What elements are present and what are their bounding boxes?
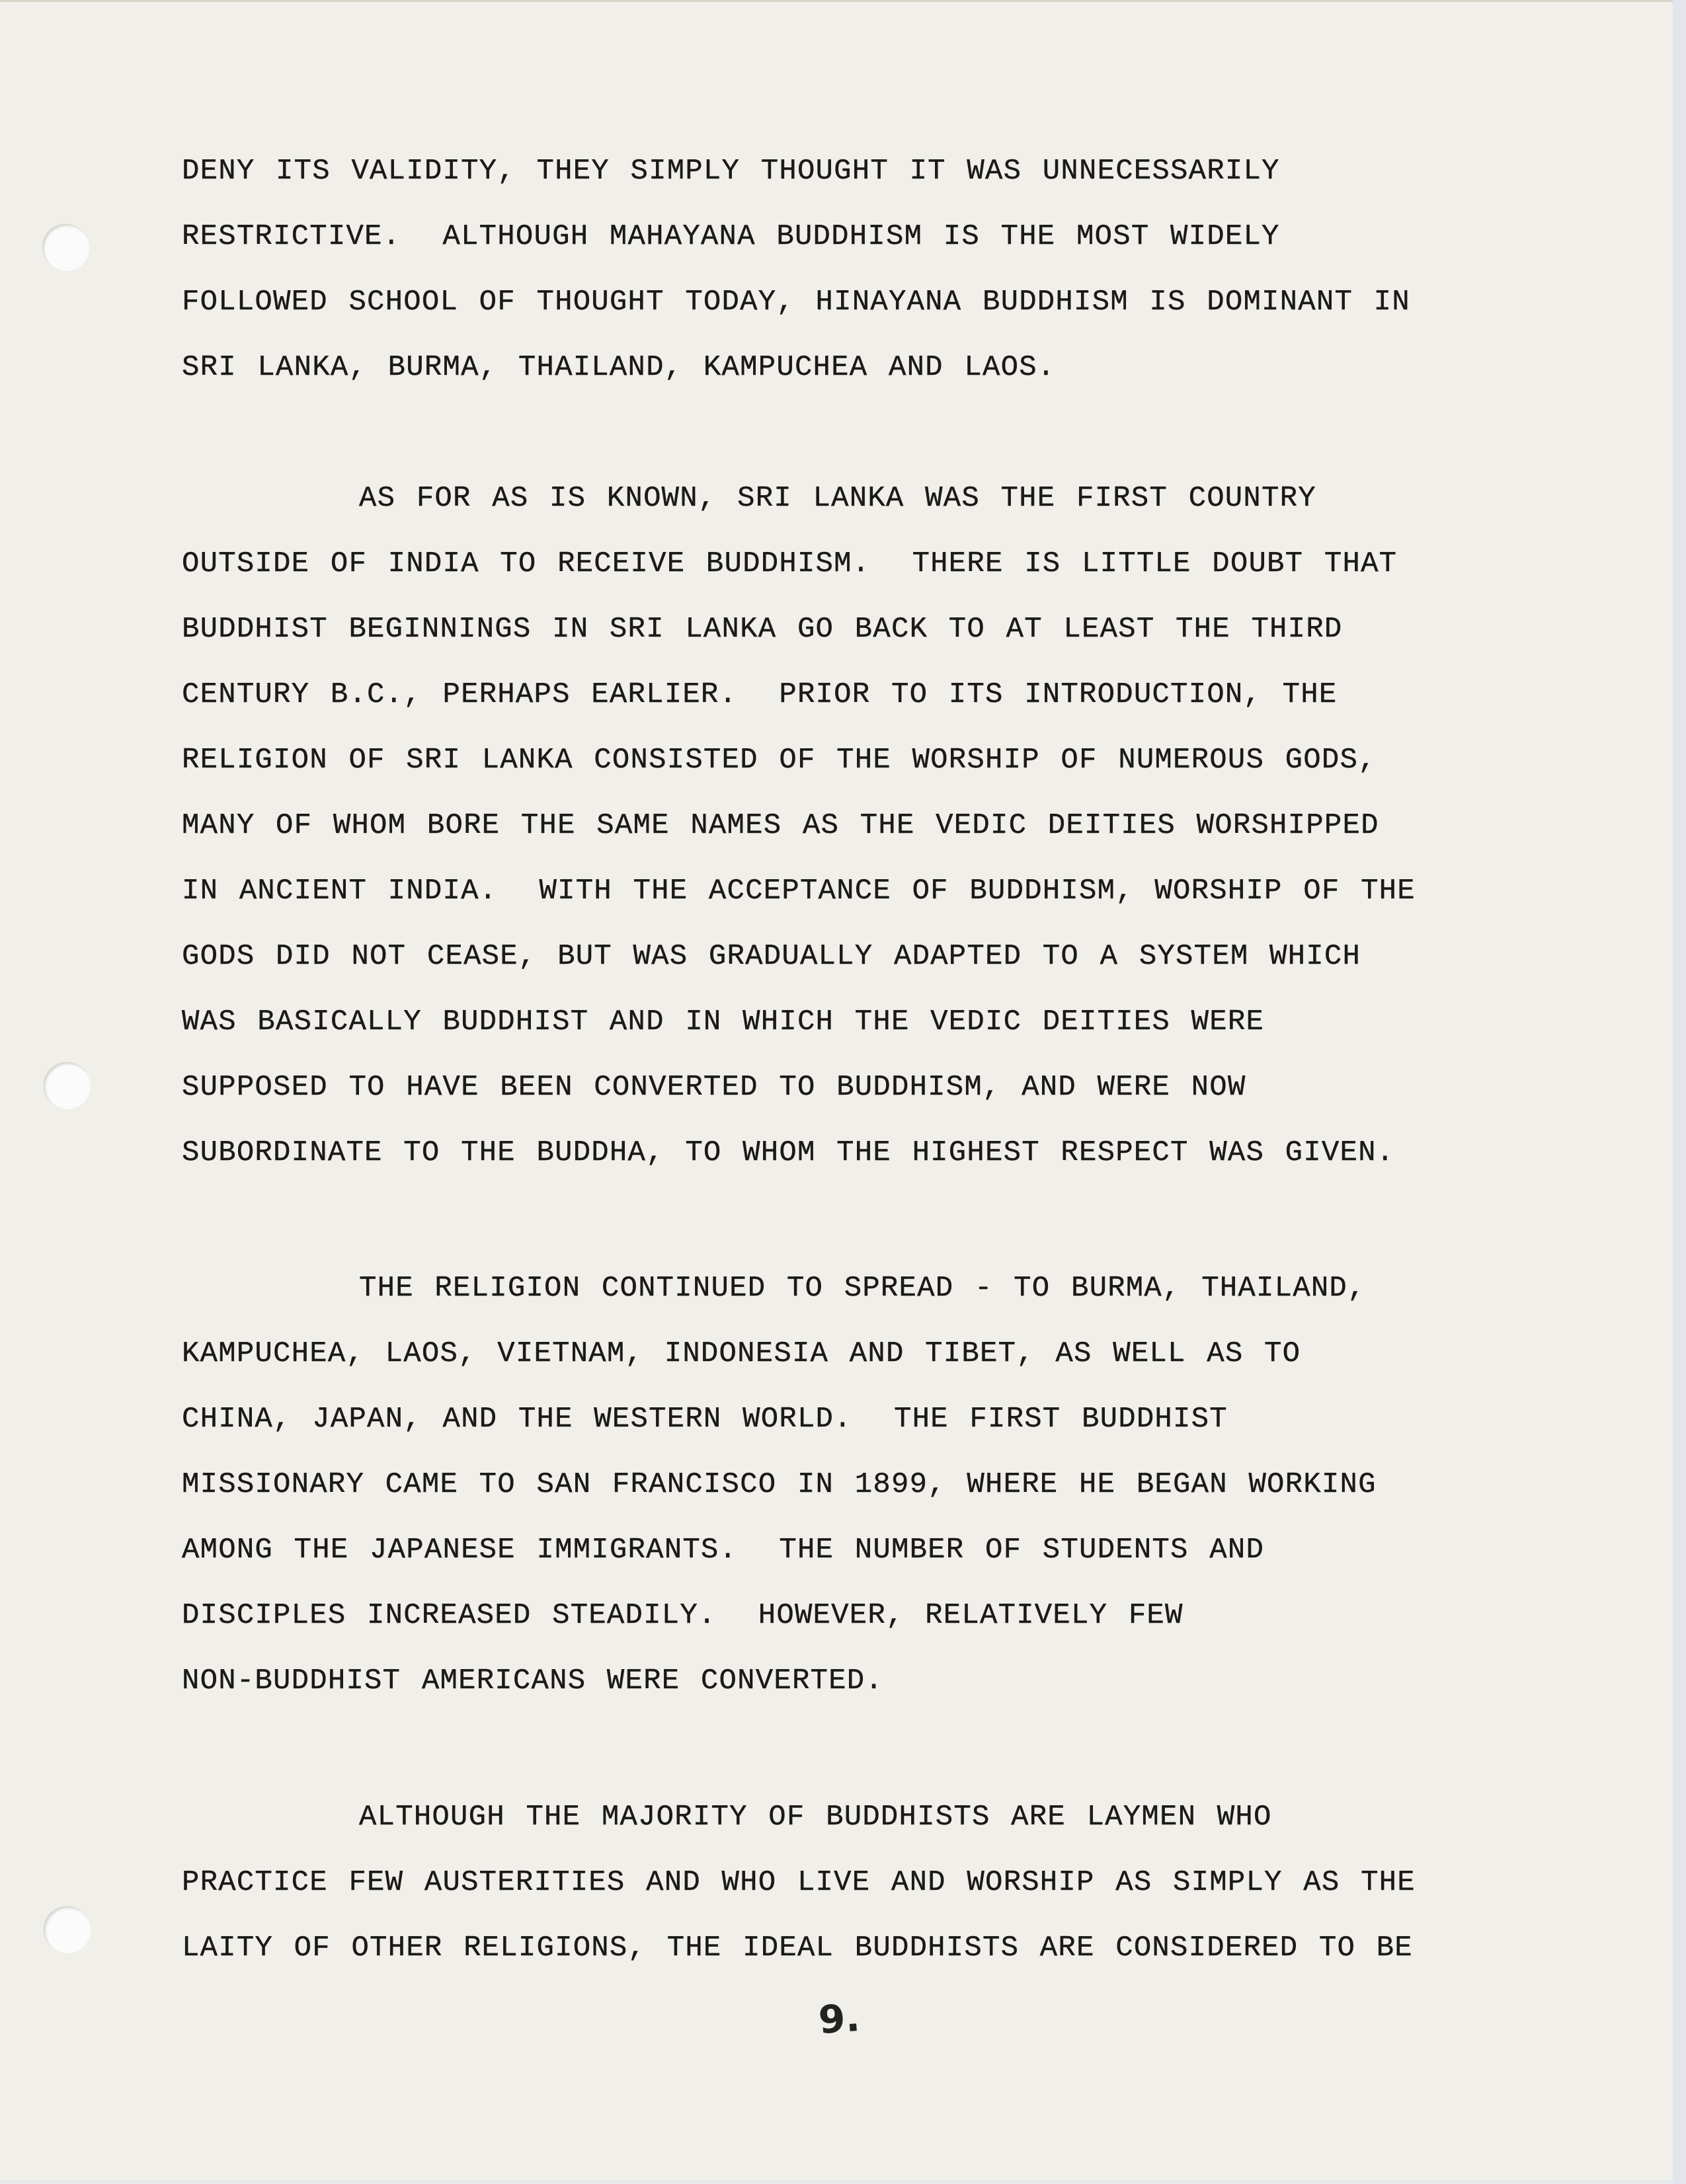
text-line: THE RELIGION CONTINUED TO SPREAD - TO BURMA, THAILAND, bbox=[359, 1272, 1366, 1305]
paragraph-2 bbox=[182, 466, 1504, 1186]
binder-hole-top bbox=[43, 225, 89, 271]
text-line: DENY ITS VALIDITY, THEY SIMPLY THOUGHT IT WAS UNNECESSARILY bbox=[182, 155, 1280, 188]
text-line: NON-BUDDHIST AMERICANS WERE CONVERTED. bbox=[182, 1664, 883, 1697]
text-line: SRI LANKA, BURMA, THAILAND, KAMPUCHEA AND LAOS. bbox=[182, 351, 1056, 384]
text-line: GODS DID NOT CEASE, BUT WAS GRADUALLY ADAPTED TO A SYSTEM WHICH bbox=[182, 940, 1361, 973]
text-line: MANY OF WHOM BORE THE SAME NAMES AS THE VEDIC DEITIES WORSHIPPED bbox=[182, 809, 1379, 842]
text-line: ALTHOUGH THE MAJORITY OF BUDDHISTS ARE LAYMEN WHO bbox=[359, 1801, 1272, 1834]
paragraph-3 bbox=[182, 1256, 1504, 1714]
text-line: AS FOR AS IS KNOWN, SRI LANKA WAS THE FIRST COUNTRY bbox=[359, 482, 1316, 515]
text-line: AMONG THE JAPANESE IMMIGRANTS. THE NUMBER OF STUDENTS AND bbox=[182, 1534, 1265, 1567]
scan-edge bbox=[1673, 0, 1686, 2184]
text-line: DISCIPLES INCREASED STEADILY. HOWEVER, RELATIVELY FEW bbox=[182, 1599, 1184, 1632]
text-line: RELIGION OF SRI LANKA CONSISTED OF THE WORSHIP OF NUMEROUS GODS, bbox=[182, 744, 1377, 777]
text-line: SUPPOSED TO HAVE BEEN CONVERTED TO BUDDHISM, AND WERE NOW bbox=[182, 1071, 1246, 1104]
text-line: MISSIONARY CAME TO SAN FRANCISCO IN 1899, WHERE HE BEGAN WORKING bbox=[182, 1468, 1377, 1501]
binder-hole-bottom bbox=[44, 1907, 91, 1953]
text-line: OUTSIDE OF INDIA TO RECEIVE BUDDHISM. THERE IS LITTLE DOUBT THAT bbox=[182, 547, 1398, 580]
text-line: IN ANCIENT INDIA. WITH THE ACCEPTANCE OF BUDDHISM, WORSHIP OF THE bbox=[182, 875, 1416, 908]
text-line: PRACTICE FEW AUSTERITIES AND WHO LIVE AND WORSHIP AS SIMPLY AS THE bbox=[182, 1866, 1416, 1899]
paragraph-1 bbox=[182, 139, 1504, 401]
text-line: SUBORDINATE TO THE BUDDHA, TO WHOM THE HIGHEST RESPECT WAS GIVEN. bbox=[182, 1136, 1395, 1169]
text-line: RESTRICTIVE. ALTHOUGH MAHAYANA BUDDHISM IS THE MOST WIDELY bbox=[182, 220, 1280, 253]
text-line: KAMPUCHEA, LAOS, VIETNAM, INDONESIA AND TIBET, AS WELL AS TO bbox=[182, 1337, 1301, 1370]
paragraph-4 bbox=[182, 1785, 1504, 1981]
text-line: LAITY OF OTHER RELIGIONS, THE IDEAL BUDDHISTS ARE CONSIDERED TO BE bbox=[182, 1931, 1413, 1965]
binder-hole-middle bbox=[44, 1063, 91, 1109]
text-line: CENTURY B.C., PERHAPS EARLIER. PRIOR TO ITS INTRODUCTION, THE bbox=[182, 678, 1338, 711]
page-number: 9. bbox=[817, 1994, 862, 2043]
text-line: CHINA, JAPAN, AND THE WESTERN WORLD. THE FIRST BUDDHIST bbox=[182, 1403, 1228, 1436]
text-line: BUDDHIST BEGINNINGS IN SRI LANKA GO BACK TO AT LEAST THE THIRD bbox=[182, 613, 1343, 646]
text-line: WAS BASICALLY BUDDHIST AND IN WHICH THE VEDIC DEITIES WERE bbox=[182, 1005, 1265, 1038]
text-line: FOLLOWED SCHOOL OF THOUGHT TODAY, HINAYANA BUDDHISM IS DOMINANT IN bbox=[182, 286, 1410, 319]
